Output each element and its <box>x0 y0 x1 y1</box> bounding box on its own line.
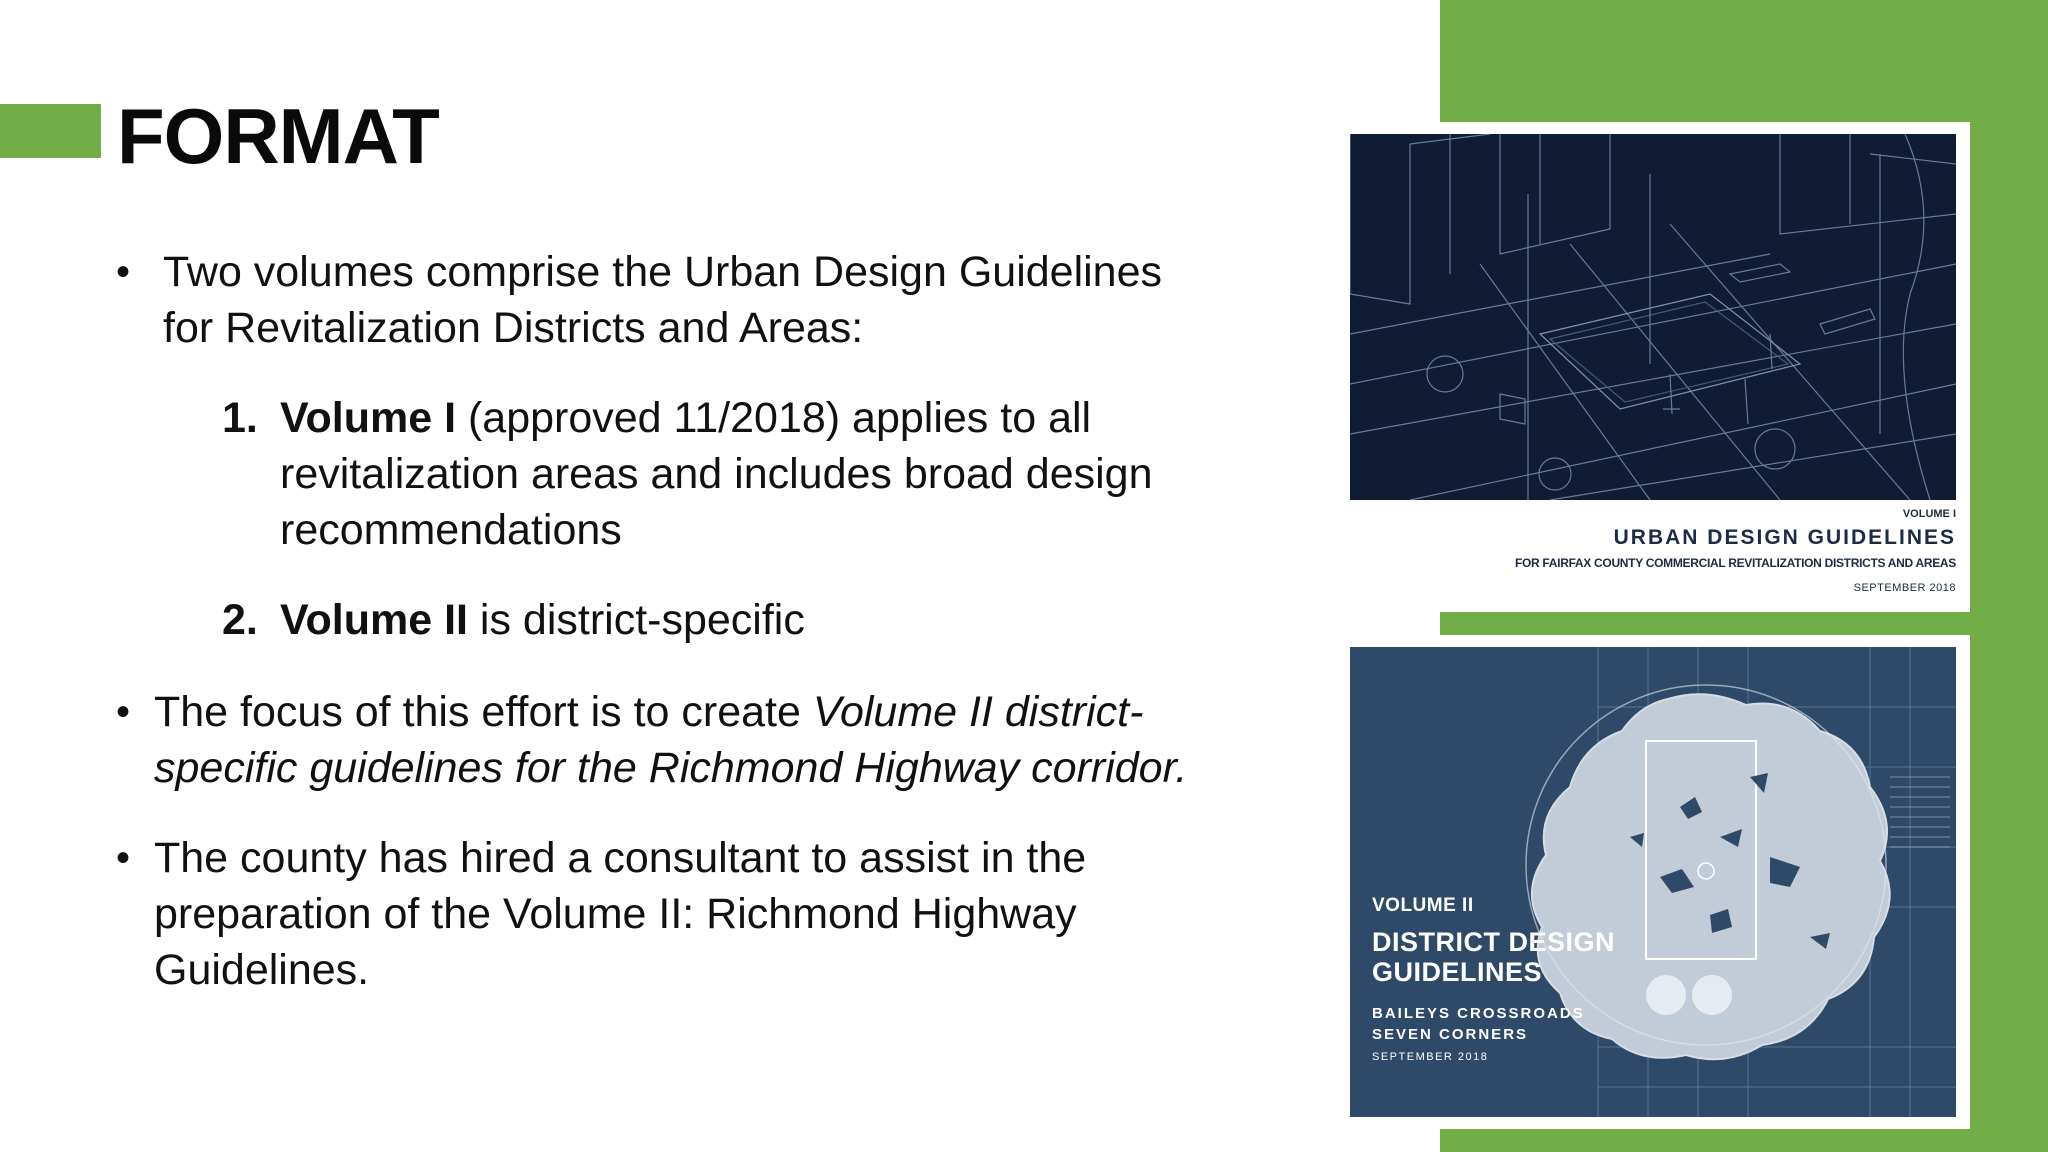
numbered-item-2-line-1 <box>280 592 805 648</box>
volume-2-place-line-1: BAILEYS CROSSROADS <box>1372 1005 1585 1022</box>
volume-2-title-line-1: DISTRICT DESIGN <box>1372 927 1616 957</box>
volume-1-cover-illustration <box>1350 134 1956 500</box>
bullet-glyph: • <box>116 250 131 294</box>
bullet-2-line-2 <box>154 740 1187 796</box>
volume-2-place-line-2: SEVEN CORNERS <box>1372 1026 1529 1043</box>
numbered-item-1-line-2: revitalization areas and includes broad design <box>280 450 1153 498</box>
volume-2-date: SEPTEMBER 2018 <box>1372 1051 1489 1063</box>
bullet-3-line-1: The county has hired a consultant to assist in the <box>154 834 1087 882</box>
page-title: FORMAT <box>117 92 439 180</box>
bullet-1-line-2: for Revitalization Districts and Areas: <box>163 304 864 352</box>
tree-canopy-plan-drawing <box>1350 647 1956 1117</box>
bullet-1-line-1: Two volumes comprise the Urban Design Guidelines <box>163 248 1163 296</box>
volume-1-cover-card <box>1336 122 1970 612</box>
numbered-item-1-line-3: recommendations <box>280 506 622 554</box>
numbered-item-1-rest: (approved 11/2018) applies to all <box>456 394 1092 442</box>
volume-2-cover-card <box>1336 635 1970 1129</box>
streetscape-line-drawing <box>1350 134 1956 500</box>
numbered-item-1-line-1 <box>280 390 1091 446</box>
bullet-2-italic-2: specific guidelines for the Richmond Highway corridor. <box>154 744 1188 792</box>
bullet-2-italic-1: Volume II district- <box>812 688 1144 736</box>
volume-1-date: SEPTEMBER 2018 <box>1853 582 1956 594</box>
volume-2-title-line-2: GUIDELINES <box>1372 957 1543 987</box>
volume-1-title: URBAN DESIGN GUIDELINES <box>1613 526 1956 549</box>
bullet-glyph: • <box>116 836 131 880</box>
title-accent-bar <box>0 104 101 158</box>
numbered-item-2-rest: is district-specific <box>467 596 805 644</box>
bullet-3-line-3: Guidelines. <box>154 946 370 994</box>
volume-1-subtitle: FOR FAIRFAX COUNTY COMMERCIAL REVITALIZATION DISTRICTS AND AREAS <box>1514 556 1956 570</box>
numbered-item-1-bold: Volume I <box>280 394 457 442</box>
bullet-glyph: • <box>116 690 131 734</box>
bullet-2-line-1 <box>154 684 1143 740</box>
numbered-item-2-bold: Volume II <box>280 596 468 644</box>
bullet-2-plain: The focus of this effort is to create <box>154 688 813 736</box>
numbered-item-1-number: 1. <box>222 394 258 442</box>
volume-1-label: VOLUME I <box>1902 508 1956 520</box>
volume-2-label: VOLUME II <box>1372 895 1474 916</box>
volume-2-cover-illustration <box>1350 647 1956 1117</box>
numbered-item-2-number: 2. <box>222 596 258 644</box>
bullet-3-line-2: preparation of the Volume II: Richmond Highway <box>154 890 1077 938</box>
